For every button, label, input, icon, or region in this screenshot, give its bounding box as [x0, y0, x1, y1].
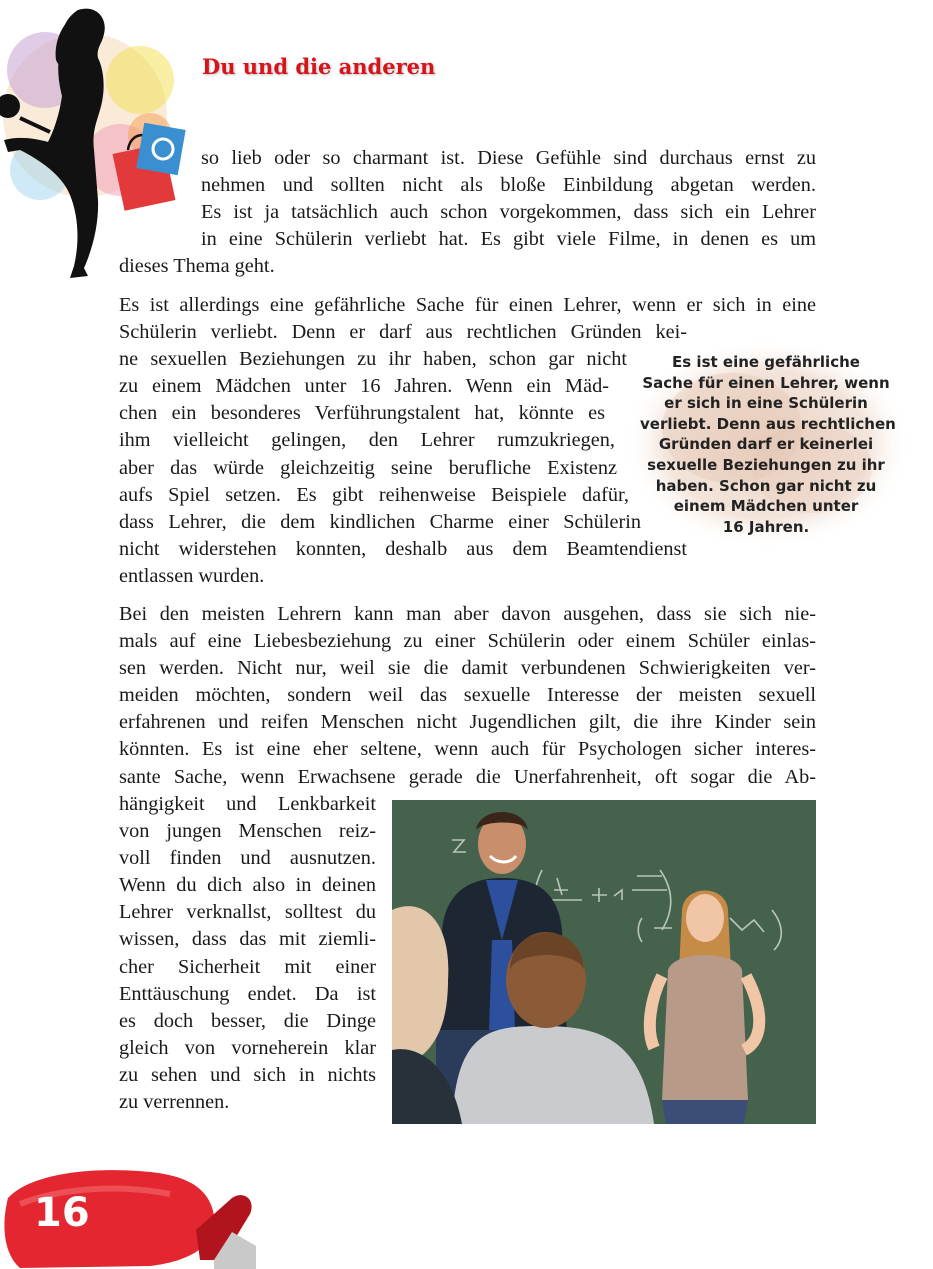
pull-quote-line: Gründen darf er keinerlei — [658, 435, 874, 454]
page-number: 16 — [34, 1190, 90, 1236]
pull-quote-line: er sich in eine Schülerin — [664, 394, 868, 413]
text-line: könnten. Es ist eine eher seltene, wenn auch für Psychologen sicher interes- — [119, 738, 816, 761]
text-line: hängigkeit und Lenkbarkeit — [119, 793, 376, 815]
paragraph-3 — [119, 601, 816, 791]
text-line: sen werden. Nicht nur, weil sie die damit verbundenen Schwierigkeiten ver- — [119, 657, 816, 680]
paragraph-4 — [119, 791, 376, 1116]
pull-quote — [640, 352, 896, 537]
text-line: zu sehen und sich in nichts — [119, 1063, 376, 1086]
text-line: in eine Schülerin verliebt hat. Es gibt viele Filme, in denen es um — [201, 228, 816, 251]
pull-quote-line: sexuelle Beziehungen zu ihr — [647, 455, 885, 474]
text-line: nehmen und sollten nicht als bloße Einbildung abgetan werden. — [201, 174, 816, 197]
text-line: dieses Thema geht. — [119, 255, 275, 278]
text-line: ne sexuellen Beziehungen zu ihr haben, schon gar nicht — [119, 348, 627, 371]
pull-quote-line: einem Mädchen unter — [673, 497, 859, 516]
text-line: von jungen Menschen reiz- — [119, 820, 376, 843]
text-line: Schülerin verliebt. Denn er darf aus rechtlichen Gründen kei- — [119, 321, 687, 344]
text-line: sante Sache, wenn Erwachsene gerade die Unerfahrenheit, oft sogar die Ab- — [119, 765, 816, 788]
text-line: aber das würde gleichzeitig seine berufliche Existenz — [119, 456, 617, 479]
pull-quote-line: Sache für einen Lehrer, wenn — [642, 373, 890, 392]
classroom-photo — [392, 800, 816, 1124]
text-line: aufs Spiel setzen. Es gibt reihenweise Beispiele dafür, — [119, 483, 629, 506]
text-line: meiden möchten, sondern weil das sexuelle Interesse der meisten sexuell — [119, 684, 816, 707]
text-line: voll finden und ausnutzen. — [119, 847, 376, 870]
text-line: Enttäuschung endet. Da ist — [119, 982, 376, 1005]
text-line: Es ist allerdings eine gefährliche Sache für einen Lehrer, wenn er sich in eine — [119, 294, 816, 316]
text-line: Es ist ja tatsächlich auch schon vorgekommen, dass sich ein Lehrer — [201, 201, 816, 224]
text-line: Lehrer verknallst, solltest du — [119, 901, 376, 924]
pull-quote-line: 16 Jahren. — [722, 517, 810, 536]
paragraph-1 — [119, 145, 816, 280]
text-line: erfahrenen und reifen Menschen nicht Jugendlichen gilt, die ihre Kinder sein — [119, 711, 816, 734]
text-line: cher Sicherheit mit einer — [119, 955, 376, 978]
chapter-title: Du und die anderen — [202, 54, 436, 79]
pull-quote-line: verliebt. Denn aus rechtlichen — [640, 414, 896, 433]
text-line: chen ein besonderes Verführungstalent hat, könnte es — [119, 402, 605, 425]
text-line: zu einem Mädchen unter 16 Jahren. Wenn ein Mäd- — [119, 375, 609, 398]
text-line: entlassen wurden. — [119, 564, 265, 587]
text-line: zu verrennen. — [119, 1091, 230, 1114]
text-line: Bei den meisten Lehrern kann man aber davon ausgehen, dass sie sich nie- — [119, 603, 816, 625]
text-line: so lieb oder so charmant ist. Diese Gefühle sind durchaus ernst zu — [201, 147, 816, 169]
pull-quote-line: Es ist eine gefährliche — [672, 353, 860, 371]
pull-quote-line: haben. Schon gar nicht zu — [655, 476, 877, 495]
text-line: gleich von vorneherein klar — [119, 1036, 376, 1059]
text-line: dass Lehrer, die dem kindlichen Charme einer Schülerin — [119, 510, 641, 533]
text-line: Wenn du dich also in deinen — [119, 874, 376, 897]
text-line: wissen, dass das mit ziemli- — [119, 928, 376, 951]
text-line: nicht widerstehen konnten, deshalb aus dem Beamtendienst — [119, 537, 687, 560]
text-line: mals auf eine Liebesbeziehung zu einer Schülerin oder einem Schüler einlas- — [119, 630, 816, 653]
text-line: es doch besser, die Dinge — [119, 1009, 376, 1032]
text-line: ihm vielleicht gelingen, den Lehrer rumzukriegen, — [119, 429, 615, 452]
